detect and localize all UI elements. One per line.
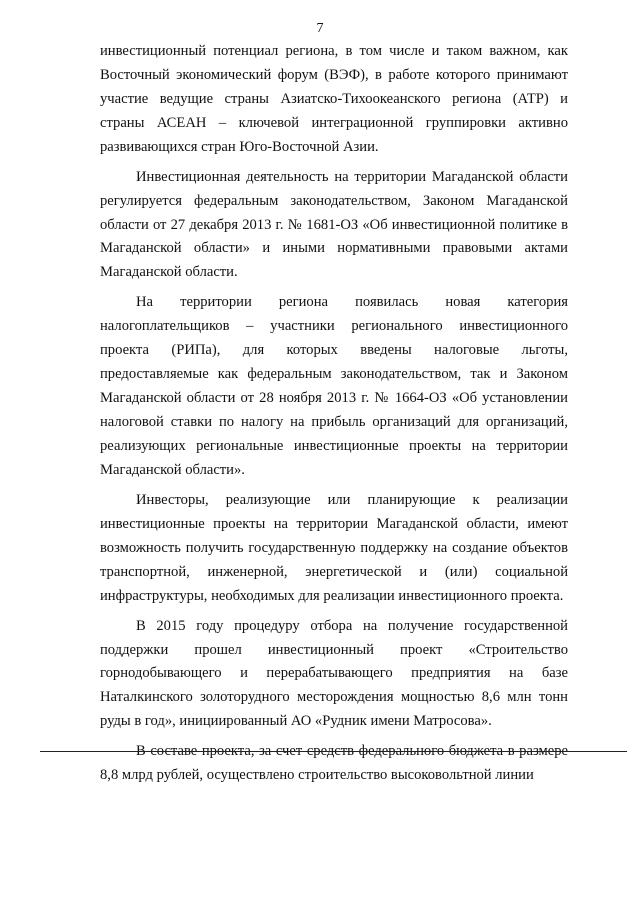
page-number: 7	[316, 21, 324, 36]
paragraph-taxpayers: На территории региона появилась новая категория налогоплательщиков – участники регионального инвестиционного проекта (РИПа), для которых введены налоговые льготы, предоставляемые как федеральным законодательством, так и Законом Магаданской области от 28 ноября 2013 г. № 1664-ОЗ «Об установлении налоговой ставки по налогу на прибыль организаций для организаций, реализующих региональные инвестиционные проекты на территории Магаданской области».	[100, 294, 568, 478]
paragraph-legislation: Инвестиционная деятельность на территории Магаданской области регулируется федеральным законодательством, Законом Магаданской области от 27 декабря 2013 г. № 1681-ОЗ «Об инвестиционной политике в Магаданской области» и иными нормативными правовыми актами Магаданской области.	[100, 168, 568, 281]
page-bottom-rule	[40, 751, 627, 752]
paragraph-continued: инвестиционный потенциал региона, в том числе и таком важном, как Восточный экономический форум (ВЭФ), в работе которого принимают участие ведущие страны Азиатско-Тихоокеанского региона (АТР) и страны АСЕАН – ключевой интеграционной группировки активно развивающихся стран Юго-Восточной Азии.	[100, 43, 568, 155]
paragraph-investors: Инвесторы, реализующие или планирующие к реализации инвестиционные проекты на территории Магаданской области, имеют возможность получить государственную поддержку на создание объектов транспортной, инженерной, энергетической и (или) социальной инфраструктуры, необходимых для реализации инвестиционного проекта.	[100, 491, 568, 604]
paragraph-project-budget: В составе проекта, за счет средств федерального бюджета в размере 8,8 млрд рублей, осуществлено строительство высоковольтной линии	[100, 743, 568, 784]
document-body	[100, 40, 568, 794]
paragraph-project-2015: В 2015 году процедуру отбора на получение государственной поддержки прошел инвестиционный проект «Строительство горнодобывающего и перерабатывающего предприятия на базе Наталкинского золоторудного месторождения мощностью 8,6 млн тонн руды в год», инициированный АО «Рудник имени Матросова».	[100, 617, 568, 730]
